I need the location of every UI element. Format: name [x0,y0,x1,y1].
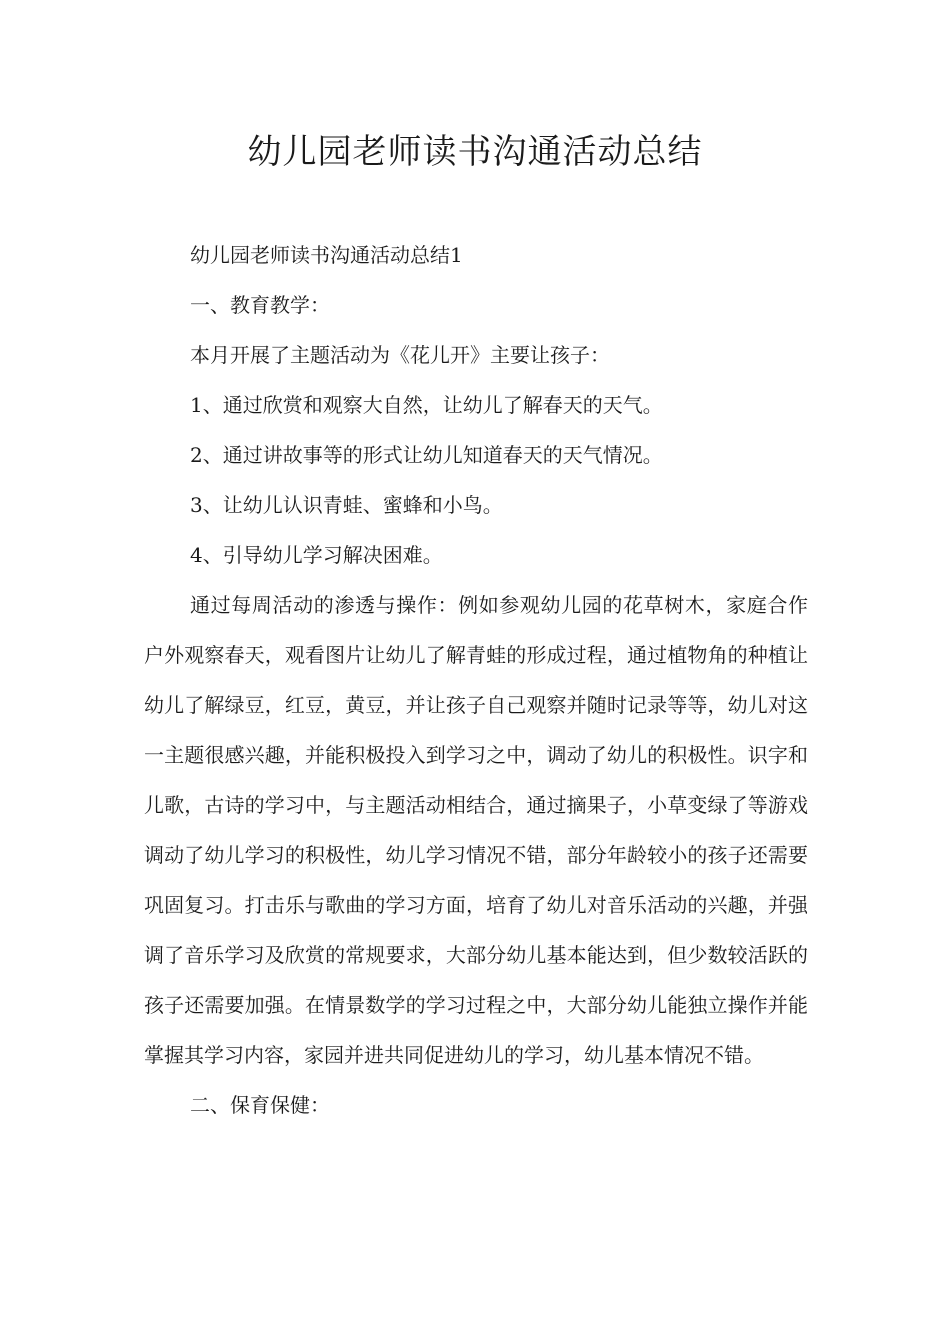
section-heading-education: 一、教育教学： [190,293,330,317]
goal-item: 3、让幼儿认识青蛙、蜜蜂和小鸟。 [190,493,503,517]
document-body [144,230,808,1130]
document-title: 幼儿园老师读书沟通活动总结 [247,132,703,172]
goal-item: 2、通过讲故事等的形式让幼儿知道春天的天气情况。 [190,443,663,467]
document-subtitle: 幼儿园老师读书沟通活动总结1 [190,243,463,267]
goal-item: 1、通过欣赏和观察大自然，让幼儿了解春天的天气。 [190,393,663,417]
section-heading-care: 二、保育保健： [190,1093,330,1117]
intro-line: 本月开展了主题活动为《花儿开》主要让孩子： [190,343,610,367]
goal-item: 4、引导幼儿学习解决困难。 [190,543,443,567]
body-paragraph: 通过每周活动的渗透与操作：例如参观幼儿园的花草树木，家庭合作户外观察春天，观看图片让幼儿了解青蛙的形成过程，通过植物角的种植让幼儿了解绿豆，红豆，黄豆，并让孩子自己观察并随时记录等等，幼儿对这一主题很感兴趣，并能积极投入到学习之中，调动了幼儿的积极性。识字和儿歌，古诗的学习中，与主题活动相结合，通过摘果子，小草变绿了等游戏调动了幼儿学习的积极性，幼儿学习情况不错，部分年龄较小的孩子还需要巩固复习。打击乐与歌曲的学习方面，培育了幼儿对音乐活动的兴趣，并强调了音乐学习及欣赏的常规要求，大部分幼儿基本能达到，但少数较活跃的孩子还需要加强。在情景数学的学习过程之中，大部分幼儿能独立操作并能掌握其学习内容，家园并进共同促进幼儿的学习，幼儿基本情况不错。 [144,593,808,1067]
